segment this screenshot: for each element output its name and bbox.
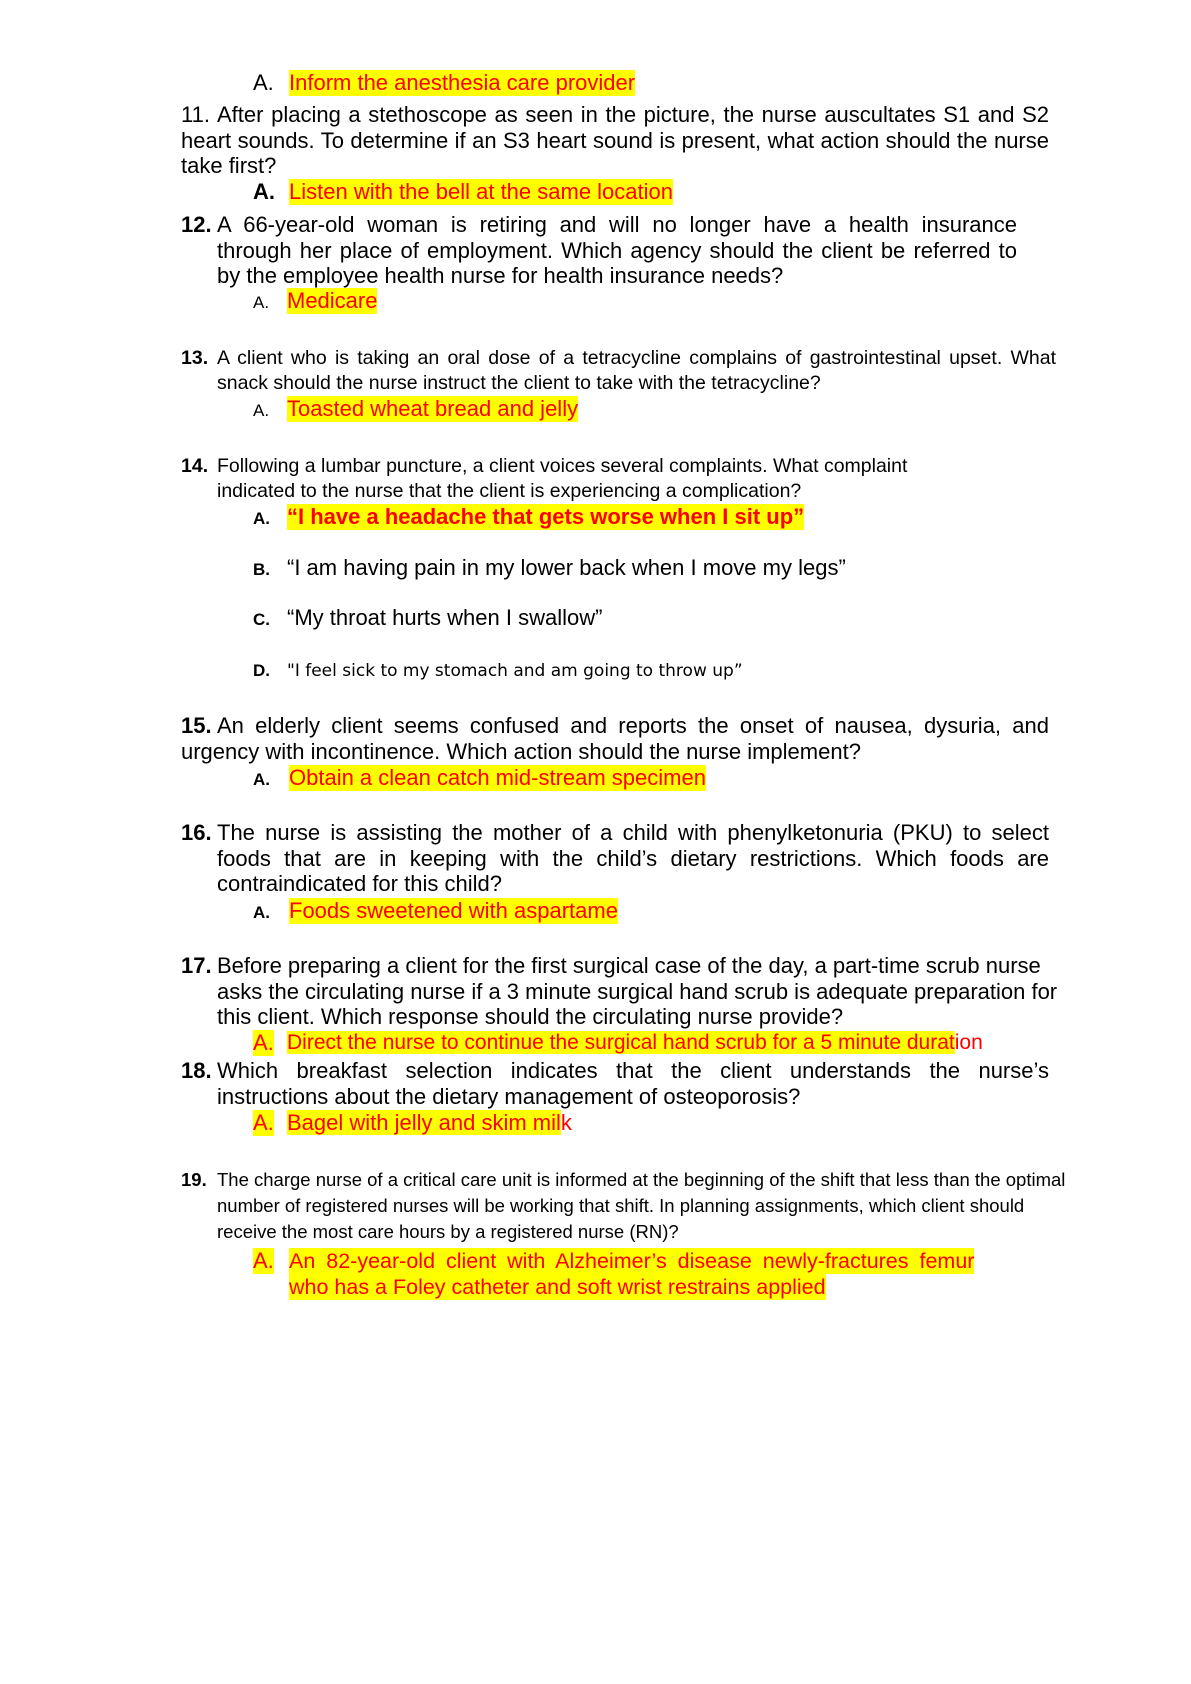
q10-answer-text: Inform the anesthesia care provider — [289, 70, 636, 95]
q14-option-d-label: D. — [253, 661, 270, 680]
q11-number: 11. — [181, 102, 210, 127]
question-12 — [181, 212, 1049, 289]
q18-text: Which breakfast selection indicates that the client understands the nurse’s instructions about the dietary management of osteoporosis? — [217, 1058, 1049, 1109]
question-14 — [181, 454, 1056, 504]
q19-text: The charge nurse of a critical care unit is informed at the beginning of the shift that less than the optimal number of registered nurses will be working that shift. In planning assignments, which client should receive the most care hours by a registered nurse (RN)? — [217, 1169, 1066, 1242]
q12-number: 12. — [181, 212, 212, 237]
q16-answer-text: Foods sweetened with aspartame — [289, 898, 618, 923]
q19-answer-line1: An 82-year-old client with Alzheimer’s disease newly-fractures femur — [289, 1249, 975, 1273]
q14-option-a-label: A. — [253, 509, 270, 528]
q19-answer-line2: who has a Foley catheter and soft wrist restrains applied — [289, 1275, 826, 1299]
q12-answer-label: A. — [253, 293, 270, 312]
q13-text: A client who is taking an oral dose of a tetracycline complains of gastrointestinal upset. What snack should the nurse instruct the client to take with the tetracycline? — [217, 347, 1056, 394]
question-16 — [181, 820, 1049, 897]
q12-answer-text: Medicare — [287, 288, 378, 313]
q17-answer-text — [287, 1030, 983, 1056]
q11-text — [181, 102, 1049, 179]
q13-number: 13. — [181, 347, 209, 369]
question-19 — [181, 1167, 1076, 1245]
question-17 — [181, 953, 1061, 1030]
q14-option-b-label: B. — [253, 560, 270, 579]
q14-option-c-text: “My throat hurts when I swallow” — [287, 605, 603, 630]
q18-answer-label: A. — [253, 1110, 274, 1135]
q14-text: Following a lumbar puncture, a client voices several complaints. What complaint indicated to the nurse that the client is experiencing a complication? — [217, 455, 908, 502]
q18-number: 18. — [181, 1058, 212, 1083]
q15-body: An elderly client seems confused and reports the onset of nausea, dysuria, and urgency with incontinence. Which action should the nurse implement? — [181, 713, 1049, 764]
q19-number: 19. — [181, 1169, 207, 1190]
q16-number: 16. — [181, 820, 212, 845]
q19-answer-label: A. — [253, 1248, 274, 1273]
q15-answer-text: Obtain a clean catch mid-stream specimen — [289, 765, 706, 790]
q13-answer-label: A. — [253, 401, 270, 420]
q16-answer-label: A. — [253, 903, 270, 922]
q17-answer-label: A. — [253, 1030, 274, 1055]
q18-answer-text — [287, 1110, 572, 1136]
q11-answer-text: Listen with the bell at the same location — [289, 179, 674, 204]
q18-answer-rest: k — [560, 1110, 572, 1135]
q14-option-a-text: “I have a headache that gets worse when I sit up” — [287, 504, 805, 529]
q15-number: 15. — [181, 713, 212, 738]
q13-answer-text: Toasted wheat bread and jelly — [287, 396, 579, 421]
q15-answer-label: A. — [253, 770, 270, 789]
q10-answer-label: A. — [253, 70, 274, 95]
q17-text: Before preparing a client for the first surgical case of the day, a part-time scrub nurse asks the circulating nurse if a 3 minute surgical hand scrub is adequate preparation for this client. Which response should the circulating nurse provide? — [217, 953, 1058, 1029]
question-18 — [181, 1058, 1049, 1109]
q17-answer-rest: ion — [954, 1031, 983, 1054]
q16-text: The nurse is assisting the mother of a child with phenylketonuria (PKU) to select foods that are in keeping with the child’s dietary restrictions. Which foods are contraindicated for this child? — [217, 820, 1049, 896]
q14-number: 14. — [181, 455, 209, 477]
q12-text: A 66-year-old woman is retiring and will no longer have a health insurance through her place of employment. Which agency should the client be referred to by the employee health nurse for health insurance needs? — [217, 212, 1017, 288]
q17-answer-highlighted: Direct the nurse to continue the surgical hand scrub for a 5 minute durat — [287, 1031, 955, 1054]
question-13 — [181, 346, 1056, 396]
q14-option-b-text: “I am having pain in my lower back when I move my legs” — [287, 555, 846, 580]
q14-option-c-label: C. — [253, 610, 270, 629]
q15-text — [181, 713, 1049, 764]
q14-option-d-text: "I feel sick to my stomach and am going to throw up” — [287, 661, 743, 681]
q11-body: After placing a stethoscope as seen in the picture, the nurse auscultates S1 and S2 heart sounds. To determine if an S3 heart sound is present, what action should the nurse take first? — [181, 102, 1049, 178]
q17-number: 17. — [181, 953, 212, 978]
q18-answer-highlighted: Bagel with jelly and skim mil — [287, 1110, 561, 1135]
question-11 — [181, 102, 1049, 179]
q11-answer-label: A. — [253, 179, 275, 204]
question-15 — [181, 713, 1049, 764]
